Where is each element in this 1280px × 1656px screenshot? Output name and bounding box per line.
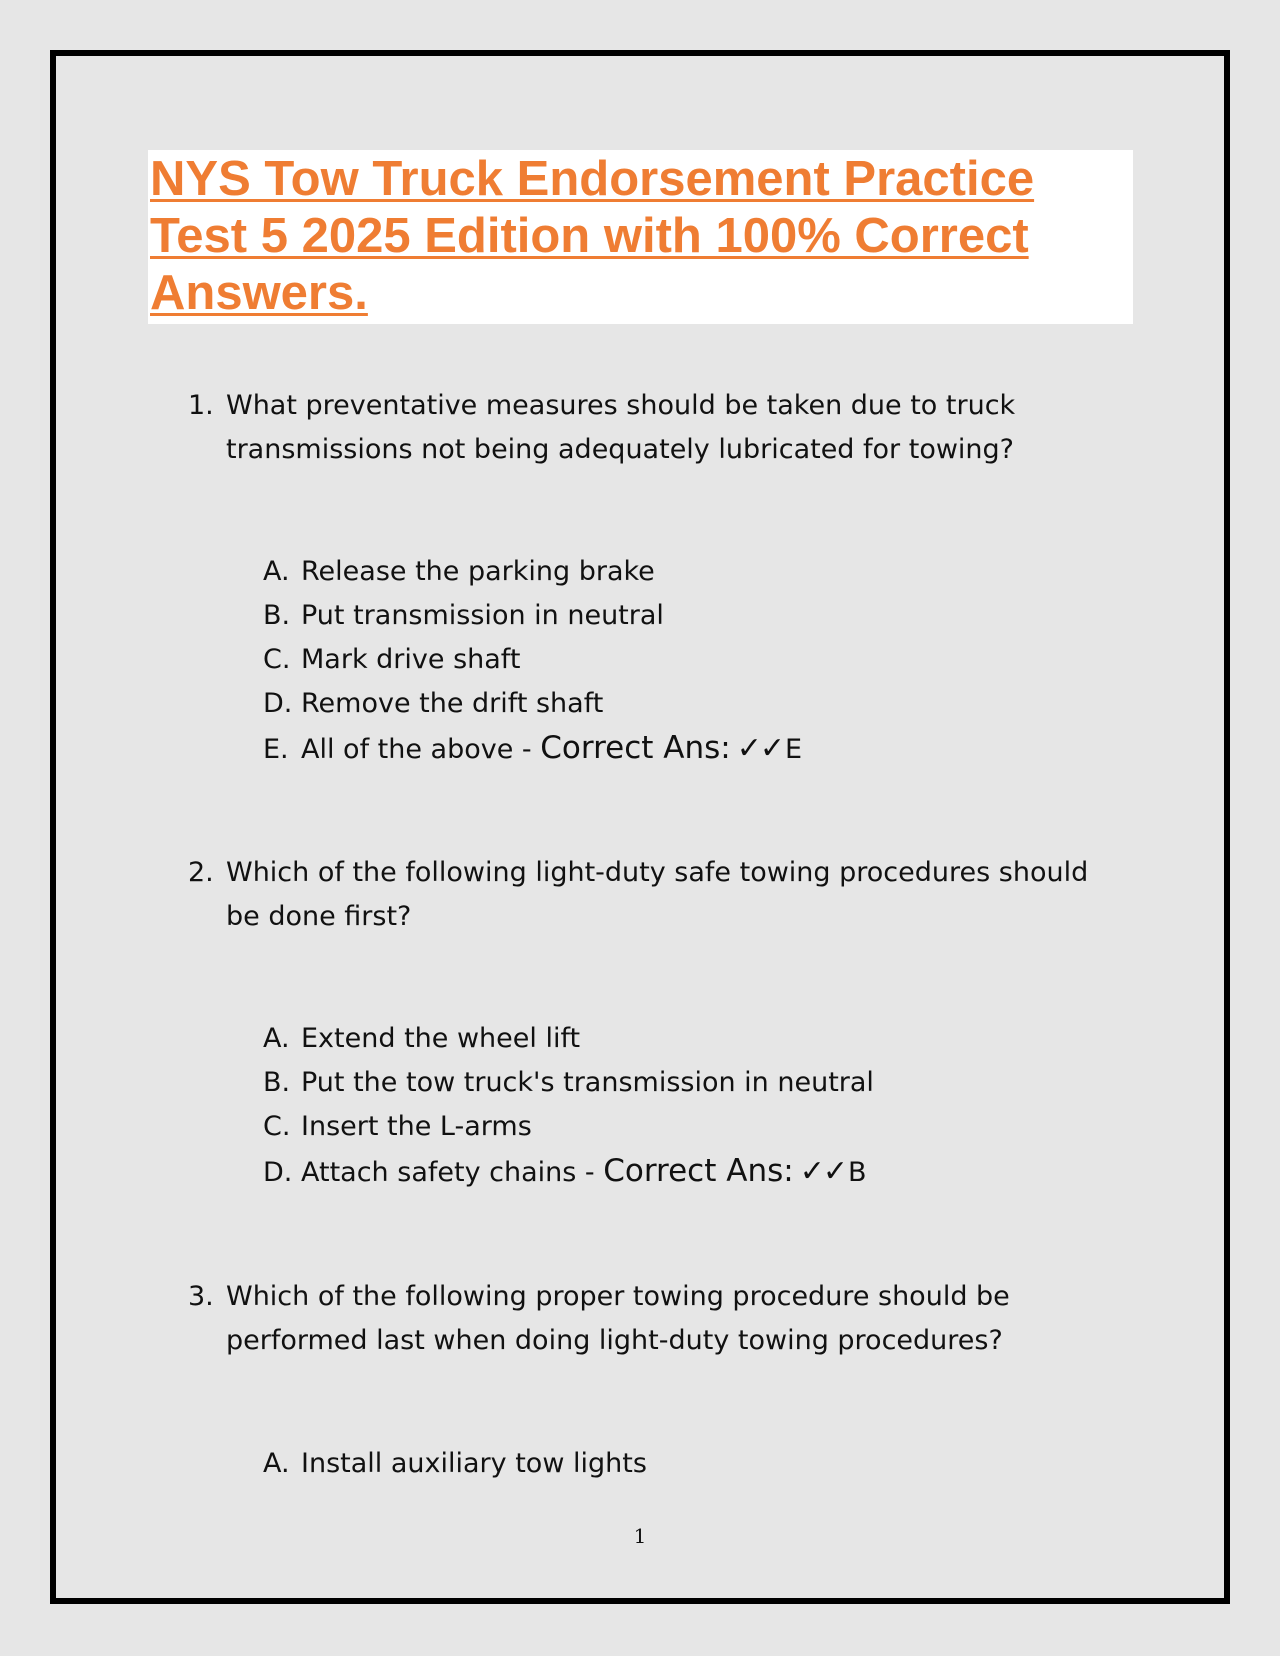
check-mark-icon: ✓✓	[736, 731, 783, 766]
option-text: All of the above -	[301, 734, 541, 765]
correct-answer-label: Correct Ans:	[603, 1153, 794, 1189]
option-text: Put transmission in neutral	[301, 600, 664, 631]
question-number: 2.	[188, 857, 214, 888]
option-letter: B.	[263, 600, 291, 631]
correct-answer-label: Correct Ans:	[540, 730, 731, 766]
option-item	[263, 1017, 1123, 1061]
options-list-2	[263, 1017, 1123, 1195]
question-2	[188, 851, 1118, 939]
question-text: Which of the following light-duty safe towing procedures should be done first?	[226, 857, 1089, 932]
option-text: Extend the wheel lift	[301, 1023, 581, 1054]
option-item	[263, 682, 1123, 726]
correct-answer-letter: B	[847, 1157, 867, 1188]
option-text: Attach safety chains -	[301, 1157, 604, 1188]
options-list-1	[263, 550, 1123, 772]
option-item	[263, 638, 1123, 682]
option-text: Remove the drift shaft	[301, 688, 604, 719]
option-text: Install auxiliary tow lights	[301, 1448, 647, 1479]
option-letter: A.	[263, 556, 290, 587]
option-text: Put the tow truck's transmission in neutral	[301, 1067, 874, 1098]
question-number: 1.	[188, 390, 214, 421]
question-text: Which of the following proper towing procedure should be performed last when doing light-duty towing procedures?	[226, 1281, 1010, 1356]
option-letter: D.	[263, 688, 293, 719]
option-text: Insert the L-arms	[301, 1111, 532, 1142]
check-mark-icon: ✓✓	[799, 1154, 846, 1189]
option-text: Release the parking brake	[301, 556, 655, 587]
option-letter: A.	[263, 1023, 290, 1054]
option-letter: B.	[263, 1067, 291, 1098]
question-3	[188, 1275, 1118, 1363]
options-list-3	[263, 1442, 1123, 1486]
page-number: 1	[633, 1524, 647, 1548]
option-letter: A.	[263, 1448, 290, 1479]
option-item	[263, 1061, 1123, 1105]
option-item	[263, 726, 1123, 772]
document-title: NYS Tow Truck Endorsement Practice Test 5 2025 Edition with 100% Correct Answers.	[150, 152, 1035, 320]
option-letter: E.	[263, 734, 289, 765]
correct-answer-letter: E	[785, 734, 803, 765]
question-text: What preventative measures should be taken due to truck transmissions not being adequately lubricated for towing?	[226, 390, 1016, 465]
option-item	[263, 1105, 1123, 1149]
option-letter: C.	[263, 1111, 291, 1142]
option-letter: C.	[263, 644, 291, 675]
option-item	[263, 594, 1123, 638]
question-number: 3.	[188, 1281, 214, 1312]
question-1	[188, 384, 1118, 472]
option-item	[263, 1149, 1123, 1195]
option-letter: D.	[263, 1157, 293, 1188]
option-text: Mark drive shaft	[301, 644, 521, 675]
option-item	[263, 1442, 1123, 1486]
option-item	[263, 550, 1123, 594]
